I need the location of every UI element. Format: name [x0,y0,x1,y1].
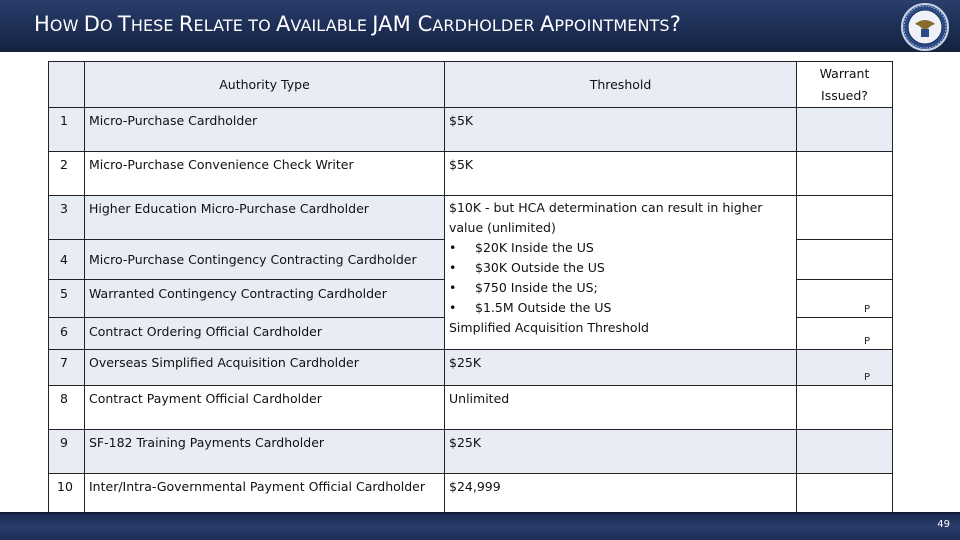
title-fragment: O [100,16,118,35]
warrant-cell [797,240,893,280]
header-warrant-issued [797,62,893,108]
row-number: 3 [49,196,85,240]
table-header-row [49,62,893,108]
authority-cell: Micro-Purchase Cardholder [85,108,445,152]
bullet-icon: • [449,240,457,255]
threshold-bullet-line: • $750 Inside the US; [449,278,796,298]
title-fragment: ELATE TO [193,16,276,35]
table-row [49,474,893,518]
threshold-cell: $24,999 [445,474,797,518]
authority-cell: Micro-Purchase Convenience Check Writer [85,152,445,196]
header-authority-type: Authority Type [85,62,445,108]
check-flag-icon: P [863,336,871,347]
bullet-icon: • [449,260,457,275]
warrant-cell [797,108,893,152]
department-of-defense-seal-icon [893,2,957,52]
row-number: 2 [49,152,85,196]
row-number: 8 [49,386,85,430]
threshold-bullet-line: • $1.5M Outside the US [449,298,796,318]
title-fragment: A [539,12,555,36]
title-fragment: VAILABLE [290,16,373,35]
table-row [49,196,893,240]
title-fragment: R [178,12,194,36]
page-number: 49 [937,519,950,530]
threshold-cell: $5K [445,108,797,152]
bullet-icon: • [449,280,457,295]
authority-cell: SF-182 Training Payments Cardholder [85,430,445,474]
threshold-cell: Unlimited [445,386,797,430]
authority-cell: Overseas Simplified Acquisition Cardholder [85,350,445,386]
threshold-line: $10K - but HCA determination can result in higher [449,200,763,215]
title-fragment: D [83,12,100,36]
authority-table [48,61,893,518]
title-fragment: OW [49,16,84,35]
header-warrant-text: Warrant Issued? [819,65,870,103]
title-fragment: H [34,12,50,36]
bullet-icon: • [449,300,457,315]
threshold-line: value (unlimited) [449,220,556,235]
title-fragment: ARDHOLDER [432,16,540,35]
authority-cell: Contract Payment Official Cardholder [85,386,445,430]
header-threshold: Threshold [445,62,797,108]
title-fragment: JAM C [372,12,433,36]
table-row [49,152,893,196]
row-number: 6 [49,318,85,350]
check-flag-icon: P [863,372,871,383]
threshold-bullet-line: • $30K Outside the US [449,258,796,278]
header-number [49,62,85,108]
check-flag-icon: P [863,304,871,315]
warrant-cell [797,350,893,386]
footer-band [0,514,960,540]
authority-cell: Contract Ordering Official Cardholder [85,318,445,350]
warrant-cell [797,318,893,350]
slide-title [34,12,681,36]
threshold-line: Simplified Acquisition Threshold [449,320,649,335]
warrant-cell [797,152,893,196]
row-number: 5 [49,280,85,318]
table-row [49,108,893,152]
threshold-cell: $25K [445,350,797,386]
authority-cell: Inter/Intra-Governmental Payment Official Cardholder [85,474,445,518]
threshold-cell: $5K [445,152,797,196]
warrant-cell [797,386,893,430]
row-number: 9 [49,430,85,474]
threshold-bullet-line: • $20K Inside the US [449,238,796,258]
title-fragment: PPOINTMENTS [554,16,670,35]
warrant-cell [797,474,893,518]
threshold-cell: $25K [445,430,797,474]
warrant-cell [797,196,893,240]
warrant-cell [797,280,893,318]
row-number: 4 [49,240,85,280]
row-number: 10 [49,474,85,518]
title-fragment: HESE [130,16,179,35]
title-fragment: A [275,12,291,36]
authority-cell: Micro-Purchase Contingency Contracting Cardholder [85,240,445,280]
warrant-cell [797,430,893,474]
row-number: 7 [49,350,85,386]
authority-cell: Warranted Contingency Contracting Cardholder [85,280,445,318]
table-row [49,430,893,474]
merged-threshold-cell [445,196,797,350]
table-row [49,386,893,430]
row-number: 1 [49,108,85,152]
title-fragment: T [117,12,131,36]
title-fragment: ? [669,12,681,36]
table-row [49,350,893,386]
authority-cell: Higher Education Micro-Purchase Cardholder [85,196,445,240]
